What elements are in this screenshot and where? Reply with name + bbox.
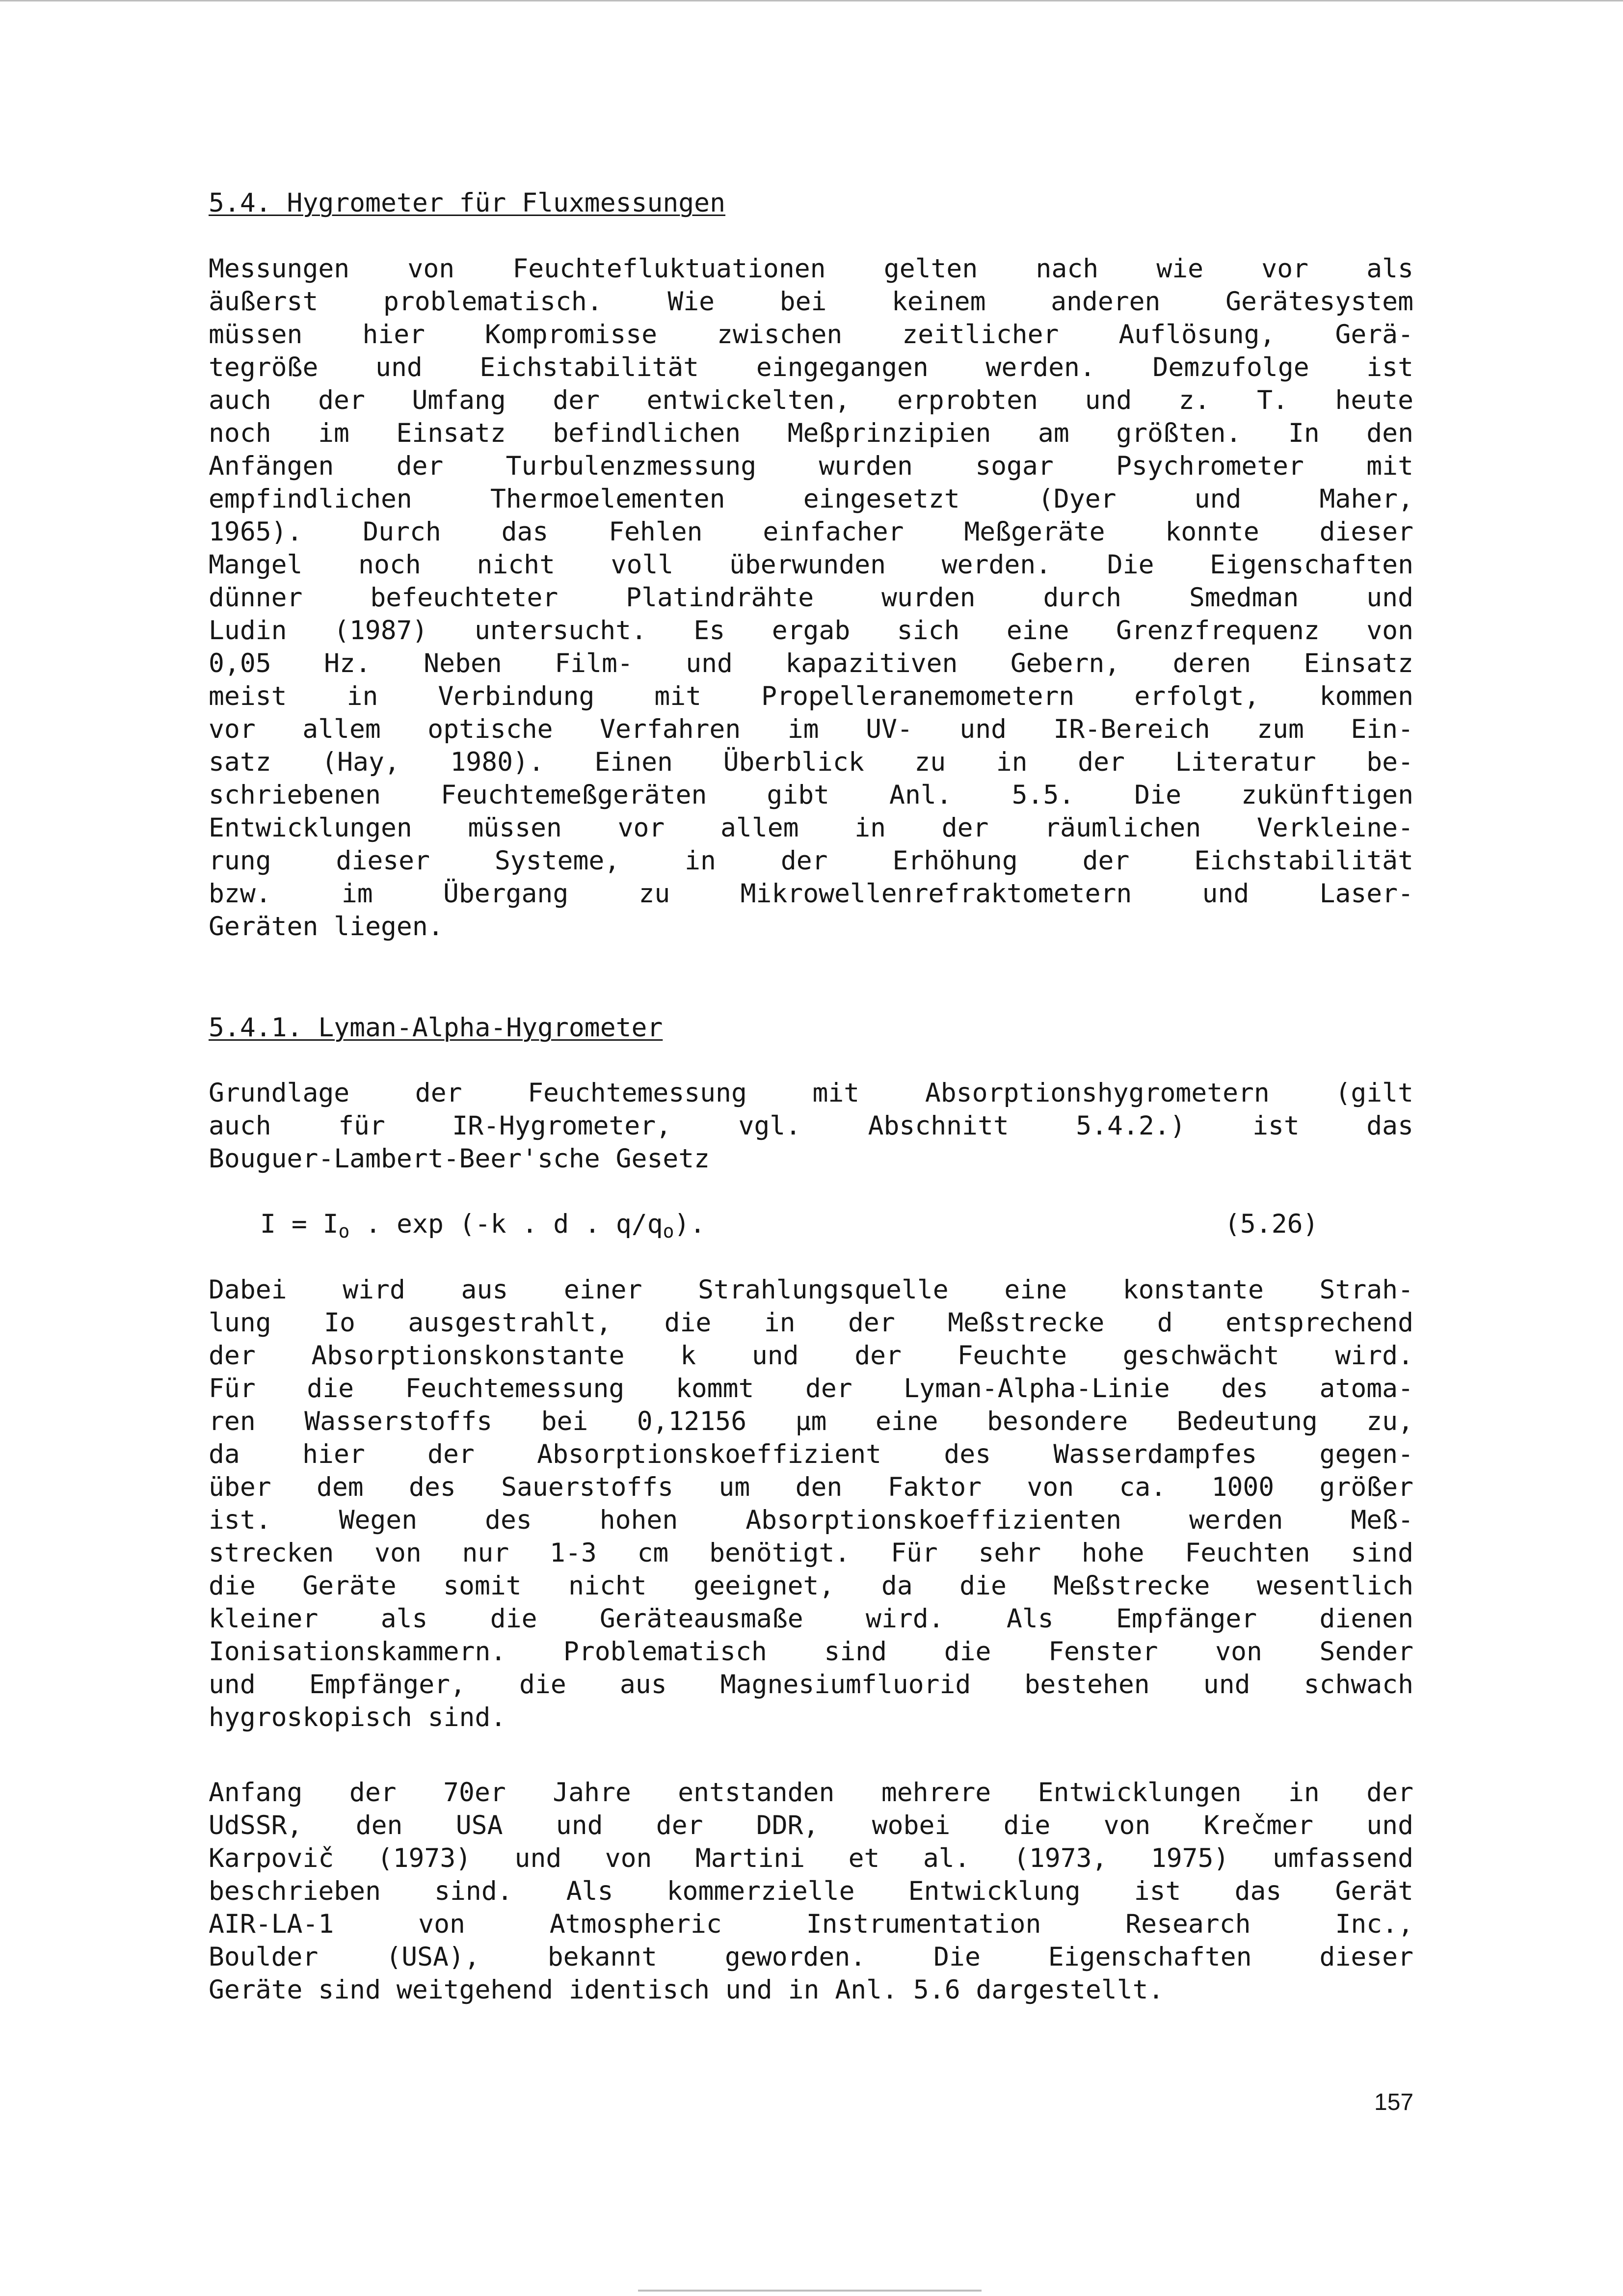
text-line: Dabei wird aus einer Strahlungsquelle eine konstante Strah-: [209, 1275, 1413, 1305]
subsection-heading: 5.4.1. Lyman-Alpha-Hygrometer: [209, 1013, 663, 1043]
text-line: Bouguer-Lambert-Beer'sche Gesetz: [209, 1144, 710, 1174]
text-line: UdSSR, den USA und der DDR, wobei die von Krečmer und: [209, 1810, 1413, 1840]
text-line: rung dieser Systeme, in der Erhöhung der Eichstabilität: [209, 846, 1413, 876]
text-line: hygroskopisch sind.: [209, 1702, 506, 1732]
text-line: müssen hier Kompromisse zwischen zeitlicher Auflösung, Gerä-: [209, 320, 1413, 350]
text-line: der Absorptionskonstante k und der Feuchte geschwächt wird.: [209, 1341, 1413, 1371]
text-line: Grundlage der Feuchtemessung mit Absorptionshygrometern (gilt: [209, 1078, 1413, 1108]
text-line: vor allem optische Verfahren im UV- und IR-Bereich zum Ein-: [209, 714, 1413, 744]
section-paragraph: [209, 252, 1413, 943]
text-line: auch der Umfang der entwickelten, erprobten und z. T. heute: [209, 385, 1413, 415]
text-line: über dem des Sauerstoffs um den Faktor von ca. 1000 größer: [209, 1472, 1413, 1502]
text-line: lung Io ausgestrahlt, die in der Meßstrecke d entsprechend: [209, 1308, 1413, 1338]
text-line: Mangel noch nicht voll überwunden werden. Die Eigenschaften: [209, 550, 1413, 580]
text-line: AIR-LA-1 von Atmospheric Instrumentation Research Inc.,: [209, 1909, 1413, 1939]
equation-end: ).: [674, 1209, 706, 1239]
text-line: beschrieben sind. Als kommerzielle Entwicklung ist das Gerät: [209, 1876, 1413, 1906]
lyman-alpha-paragraph: [209, 1273, 1413, 1734]
equation-number: (5.26): [1224, 1209, 1319, 1239]
equation-lhs: I = I: [260, 1209, 339, 1239]
text-line: Anfängen der Turbulenzmessung wurden sogar Psychrometer mit: [209, 451, 1413, 481]
equation-subscript-1: o: [338, 1220, 350, 1242]
developments-paragraph: [209, 1776, 1413, 2006]
text-line: noch im Einsatz befindlichen Meßprinzipien am größten. In den: [209, 418, 1413, 448]
equation-subscript-2: o: [663, 1220, 674, 1242]
scan-edge-bottom: [638, 2290, 982, 2292]
text-line: 0,05 Hz. Neben Film- und kapazitiven Gebern, deren Einsatz: [209, 648, 1413, 678]
text-line: auch für IR-Hygrometer, vgl. Abschnitt 5.4.2.) ist das: [209, 1111, 1413, 1141]
text-line: schriebenen Feuchtemeßgeräten gibt Anl. 5.5. Die zukünftigen: [209, 780, 1413, 810]
text-line: da hier der Absorptionskoeffizient des Wasserdampfes gegen-: [209, 1439, 1413, 1469]
text-line: ist. Wegen des hohen Absorptionskoeffizienten werden Meß-: [209, 1505, 1413, 1535]
text-line: Karpovič (1973) und von Martini et al. (1973, 1975) umfassend: [209, 1843, 1413, 1873]
intro-paragraph: [209, 1077, 1413, 1175]
text-line: Ludin (1987) untersucht. Es ergab sich eine Grenzfrequenz von: [209, 616, 1413, 646]
text-line: Ionisationskammern. Problematisch sind die Fenster von Sender: [209, 1637, 1413, 1667]
text-line: empfindlichen Thermoelementen eingesetzt (Dyer und Maher,: [209, 484, 1413, 514]
text-line: und Empfänger, die aus Magnesiumfluorid bestehen und schwach: [209, 1670, 1413, 1700]
text-line: bzw. im Übergang zu Mikrowellenrefraktometern und Laser-: [209, 879, 1413, 909]
text-line: Entwicklungen müssen vor allem in der räumlichen Verkleine-: [209, 813, 1413, 843]
equation-middle: . exp (-k . d . q/q: [349, 1209, 663, 1239]
text-line: dünner befeuchteter Platindrähte wurden durch Smedman und: [209, 583, 1413, 613]
section-heading: 5.4. Hygrometer für Fluxmessungen: [209, 188, 725, 218]
text-line: Boulder (USA), bekannt geworden. Die Eigenschaften dieser: [209, 1942, 1413, 1972]
equation: [260, 1208, 705, 1241]
scan-edge-top: [0, 0, 1623, 1]
text-line: strecken von nur 1-3 cm benötigt. Für sehr hohe Feuchten sind: [209, 1538, 1413, 1568]
text-line: Geräten liegen.: [209, 912, 444, 942]
text-line: Für die Feuchtemessung kommt der Lyman-Alpha-Linie des atoma-: [209, 1374, 1413, 1404]
text-line: Anfang der 70er Jahre entstanden mehrere Entwicklungen in der: [209, 1778, 1413, 1808]
text-line: meist in Verbindung mit Propelleranemometern erfolgt, kommen: [209, 681, 1413, 711]
text-line: kleiner als die Geräteausmaße wird. Als Empfänger dienen: [209, 1604, 1413, 1634]
text-line: ren Wasserstoffs bei 0,12156 µm eine besondere Bedeutung zu,: [209, 1406, 1413, 1436]
text-line: tegröße und Eichstabilität eingegangen werden. Demzufolge ist: [209, 352, 1413, 382]
text-line: Messungen von Feuchtefluktuationen gelten nach wie vor als: [209, 254, 1413, 284]
text-line: äußerst problematisch. Wie bei keinem anderen Gerätesystem: [209, 287, 1413, 317]
page-number: 157: [1374, 2089, 1414, 2115]
text-line: 1965). Durch das Fehlen einfacher Meßgeräte konnte dieser: [209, 517, 1413, 547]
text-line: satz (Hay, 1980). Einen Überblick zu in der Literatur be-: [209, 747, 1413, 777]
text-line: die Geräte somit nicht geeignet, da die Meßstrecke wesentlich: [209, 1571, 1413, 1601]
text-line: Geräte sind weitgehend identisch und in Anl. 5.6 dargestellt.: [209, 1975, 1164, 2005]
